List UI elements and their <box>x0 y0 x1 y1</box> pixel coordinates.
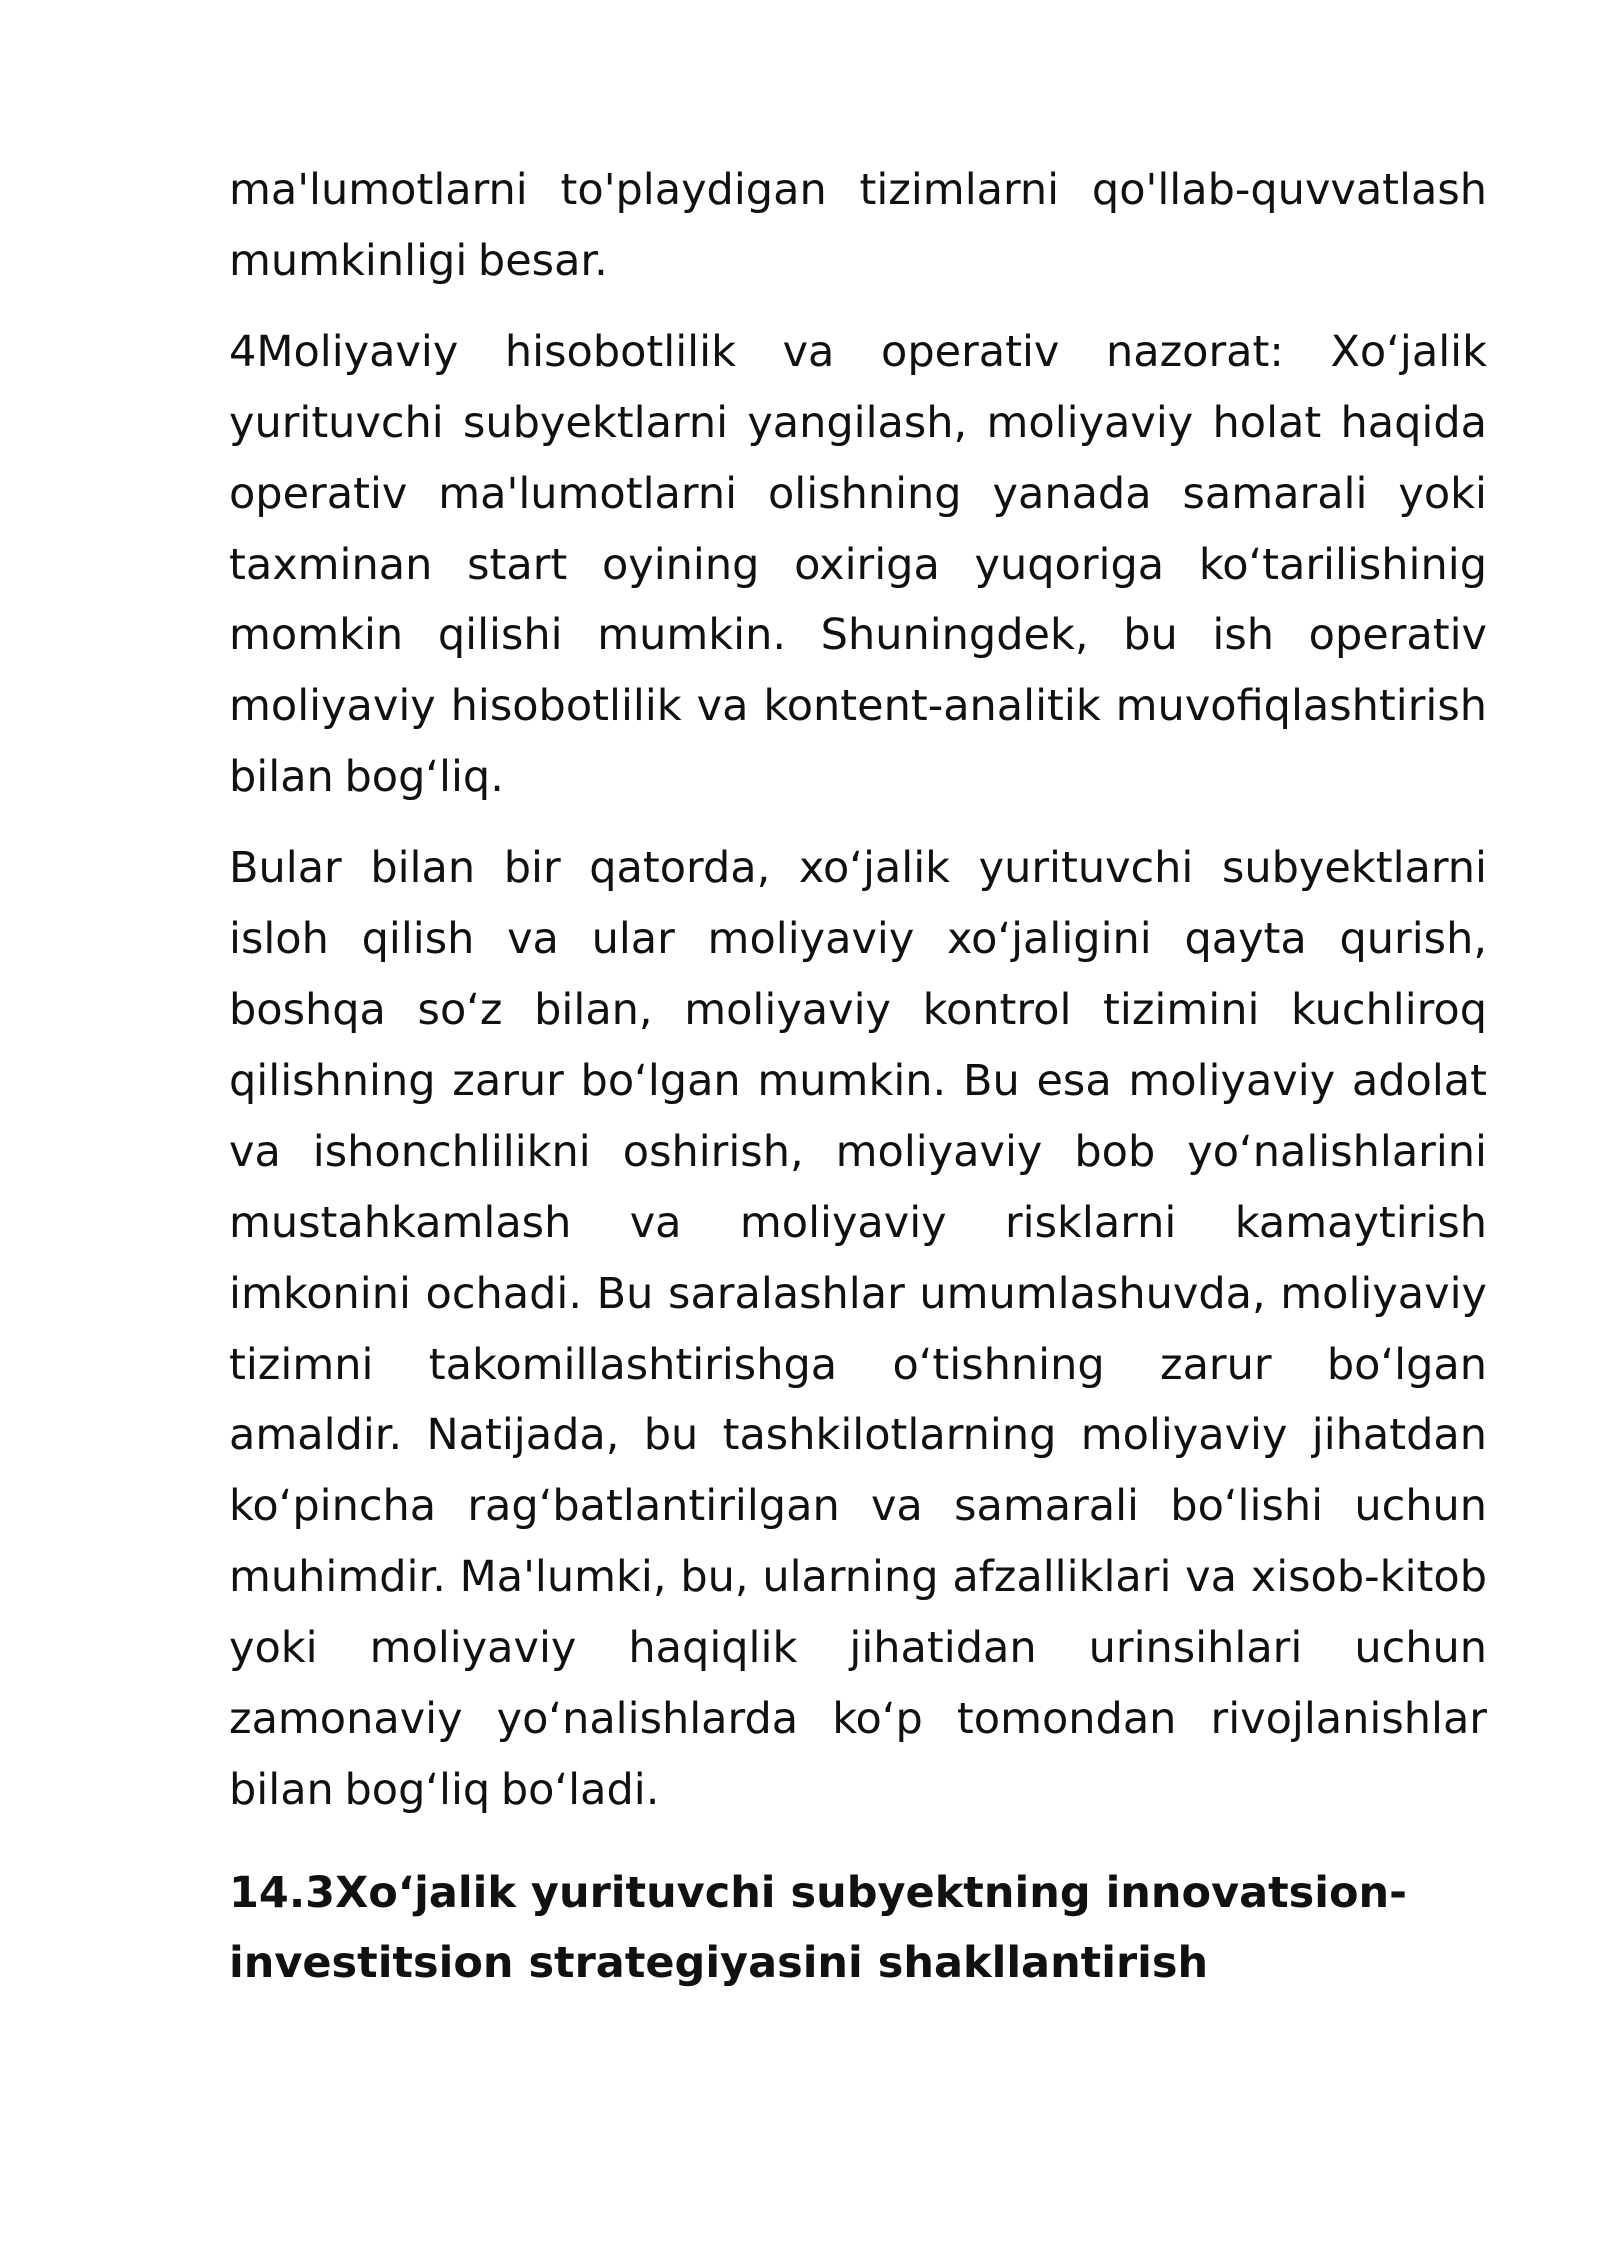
paragraph-financial-reporting: 4Moliyaviy hisobotlilik va operativ nazorat: Xo‘jalik yurituvchi subyektlarni yangilash, moliyaviy holat haqida operativ ma'lumotlarni olishning yanada samarali yoki taxminan start oyining oxiriga yuqoriga ko‘tarilishinig momkin qilishi mumkin. Shuningdek, bu ish operativ moliyaviy hisobotlilik va kontent-analitik muvofiqlashtirish bilan bog‘liq. <box>229 326 1487 803</box>
document-page <box>229 155 1487 1998</box>
paragraph-continuation: ma'lumotlarni to'playdigan tizimlarni qo'llab-quvvatlash mumkinligi besar. <box>229 165 1487 286</box>
paragraph-reform: Bular bilan bir qatorda, xo‘jalik yurituvchi subyektlarni isloh qilish va ular moliyaviy xo‘jaligini qayta qurish, boshqa so‘z bilan, moliyaviy kontrol tizimini kuchliroq qilishning zarur bo‘lgan mumkin. Bu esa moliyaviy adolat va ishonchlilikni oshirish, moliyaviy bob yo‘nalishlarini mustahkamlash va moliyaviy risklarni kamaytirish imkonini ochadi. Bu saralashlar umumlashuvda, moliyaviy tizimni takomillashtirishga o‘tishning zarur bo‘lgan amaldir. Natijada, bu tashkilotlarning moliyaviy jihatdan ko‘pincha rag‘batlantirilgan va samarali bo‘lishi uchun muhimdir. Ma'lumki, bu, ularning afzalliklari va xisob-kitob yoki moliyaviy haqiqlik jihatidan urinsihlari uchun zamonaviy yo‘nalishlarda ko‘p tomondan rivojlanishlar bilan bog‘liq bo‘ladi. <box>229 843 1487 1815</box>
section-heading: 14.3Xo‘jalik yurituvchi subyektning innovatsion-investitsion strategiyasini shakllantirish <box>229 1867 1408 1988</box>
